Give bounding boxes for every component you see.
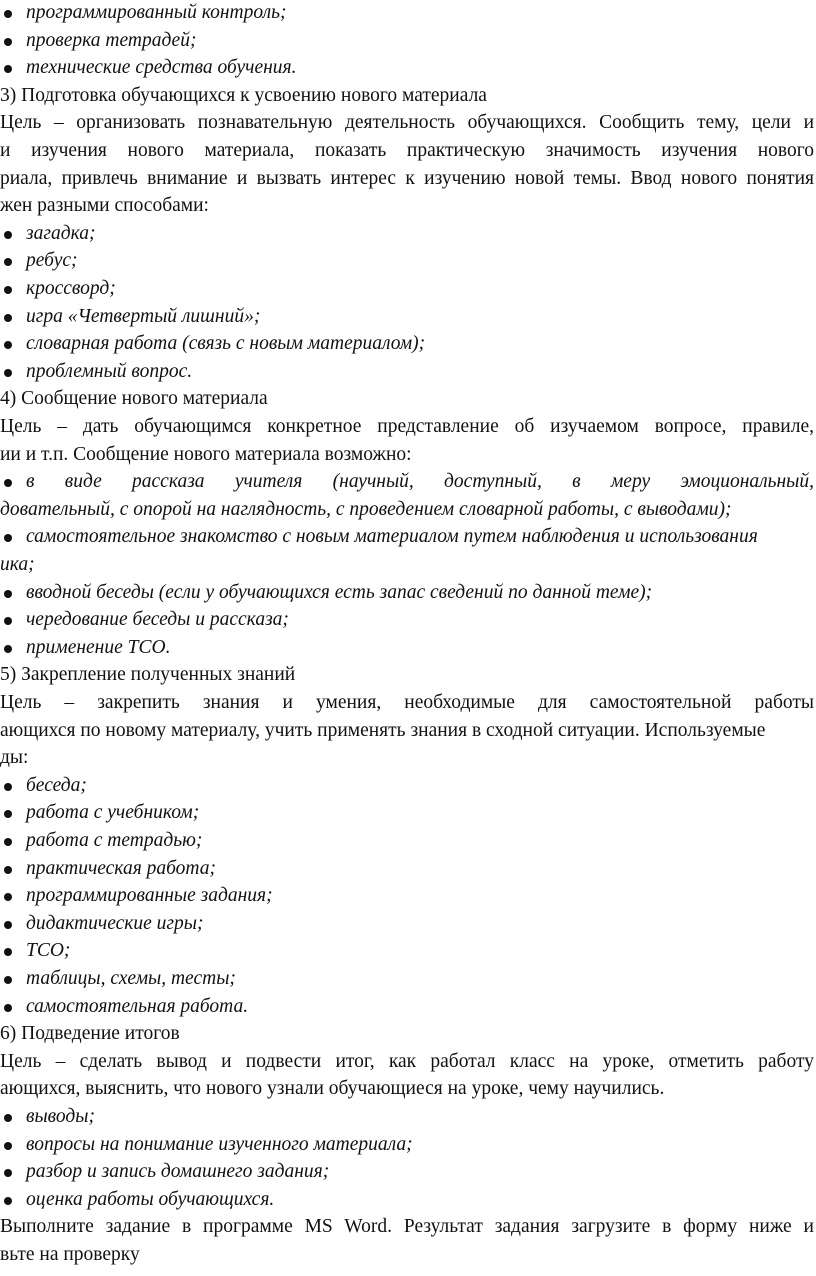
bullet-dot-icon [4,1004,12,1012]
bullet-item [0,856,816,882]
bullet-item [0,28,816,54]
paragraph-line: и изучения нового материала, показать практическую значимость изучения нового [0,140,814,161]
paragraph-line: ика; [0,554,35,575]
bullet-item [0,1159,816,1185]
bullet-item [0,276,816,302]
paragraph-line: Выполните задание в программе MS Word. Результат задания загрузите в форму ниже и [0,1216,814,1238]
bullet-dot-icon [4,369,12,377]
bullet-dot-icon [4,10,12,18]
bullet-dot-icon [4,645,12,653]
bullet-dot-icon [4,948,12,956]
bullet-text: беседа; [26,774,87,796]
bullet-dot-icon [4,38,12,46]
bullet-dot-icon [4,838,12,846]
bullet-text: словарная работа (связь с новым материалом); [26,333,426,355]
bullet-text: чередование беседы и рассказа; [26,609,289,631]
section-heading: 6) Подведение итогов [0,1023,180,1045]
paragraph-line: Цель – сделать вывод и подвести итог, как работал класс на уроке, отметить работу [0,1050,814,1072]
bullet-item [0,1132,816,1158]
bullet-dot-icon [4,534,12,542]
bullet-item [0,911,816,937]
section-heading: 4) Сообщение нового материала [0,388,268,410]
bullet-dot-icon [4,866,12,874]
bullet-item [0,994,816,1020]
bullet-item [0,359,816,385]
bullet-dot-icon [4,231,12,239]
bullet-text: работа с учебником; [26,802,200,824]
bullet-text: ребус; [26,250,78,272]
bullet-dot-icon [4,286,12,294]
paragraph-line: Цель – организовать познавательную деятельность обучающихся. Сообщить тему, цели и [0,112,814,134]
bullet-item [0,221,816,247]
paragraph-line: Цель – закрепить знания и умения, необходимые для самостоятельной работы [0,692,814,713]
bullet-text: технические средства обучения. [26,57,297,79]
bullet-dot-icon [4,590,12,598]
section-heading: 3) Подготовка обучающихся к усвоению нового материала [0,84,487,106]
bullet-item [0,1104,816,1130]
bullet-text: вопросы на понимание изученного материала; [26,1133,413,1155]
bullet-item [0,524,816,550]
paragraph-line: риала, привлечь внимание и вызвать интерес к изучению новой темы. Ввод нового понятия [0,167,814,189]
bullet-text: ТСО; [26,940,71,962]
bullet-text: оценка работы обучающихся. [26,1188,275,1210]
bullet-item [0,966,816,992]
bullet-item [0,607,816,633]
bullet-text: проверка тетрадей; [26,29,197,51]
bullet-text: вводной беседы (если у обучающихся есть запас сведений по данной теме); [26,581,653,603]
bullet-text: игра «Четвертый лишний»; [26,305,261,327]
bullet-text: загадка; [26,222,96,244]
bullet-dot-icon [4,341,12,349]
bullet-dot-icon [4,258,12,266]
bullet-text: таблицы, схемы, тесты; [26,968,236,989]
bullet-dot-icon [4,479,12,487]
paragraph-line: ии и т.п. Сообщение нового материала возможно: [0,443,412,465]
bullet-item [0,635,816,661]
bullet-text: дидактические игры; [26,912,204,934]
bullet-dot-icon [4,1114,12,1122]
bullet-text: программированный контроль; [26,2,287,23]
bullet-item [0,55,816,81]
bullet-text: практическая работа; [26,857,216,879]
bullet-item [0,883,816,909]
bullet-text: разбор и запись домашнего задания; [26,1161,330,1183]
bullet-dot-icon [4,1197,12,1205]
bullet-dot-icon [4,314,12,322]
bullet-dot-icon [4,65,12,73]
bullet-dot-icon [4,921,12,929]
paragraph-line: Цель – дать обучающимся конкретное представление об изучаемом вопросе, правиле, [0,416,814,437]
bullet-text: работа с тетрадью; [26,830,203,851]
paragraph-line: довательный, с опорой на наглядность, с проведением словарной работы, с выводами); [0,498,732,520]
bullet-dot-icon [4,1169,12,1177]
bullet-dot-icon [4,1142,12,1150]
paragraph-line: ающихся, выяснить, что нового узнали обучающиеся на уроке, чему научились. [0,1078,665,1100]
paragraph-line: жен разными способами: [0,195,209,217]
bullet-dot-icon [4,810,12,818]
bullet-text: самостоятельная работа. [26,995,249,1017]
section-heading: 5) Закрепление полученных знаний [0,664,296,686]
bullet-item [0,1187,816,1213]
bullet-item [0,469,816,495]
bullet-text: проблемный вопрос. [26,360,193,382]
bullet-dot-icon [4,893,12,901]
bullet-item [0,938,816,964]
bullet-text: применение ТСО. [26,636,171,658]
bullet-text: кроссворд; [26,278,116,299]
bullet-item [0,580,816,606]
paragraph-line: ды: [0,747,29,769]
bullet-text: выводы; [26,1106,95,1127]
paragraph-line: ающихся по новому материалу, учить применять знания в сходной ситуации. Используемые [0,719,766,741]
bullet-item [0,304,816,330]
bullet-item [0,800,816,826]
bullet-item [0,828,816,854]
bullet-dot-icon [4,783,12,791]
bullet-item [0,0,816,26]
bullet-item [0,773,816,799]
bullet-text: программированные задания; [26,885,273,907]
bullet-text: в виде рассказа учителя (научный, доступный, в меру эмоциональный, [26,471,814,493]
bullet-item [0,331,816,357]
bullet-dot-icon [4,617,12,625]
paragraph-line: вьте на проверку [0,1244,140,1265]
bullet-dot-icon [4,976,12,984]
bullet-text: самостоятельное знакомство с новым материалом путем наблюдения и использования [26,526,758,548]
bullet-item [0,248,816,274]
